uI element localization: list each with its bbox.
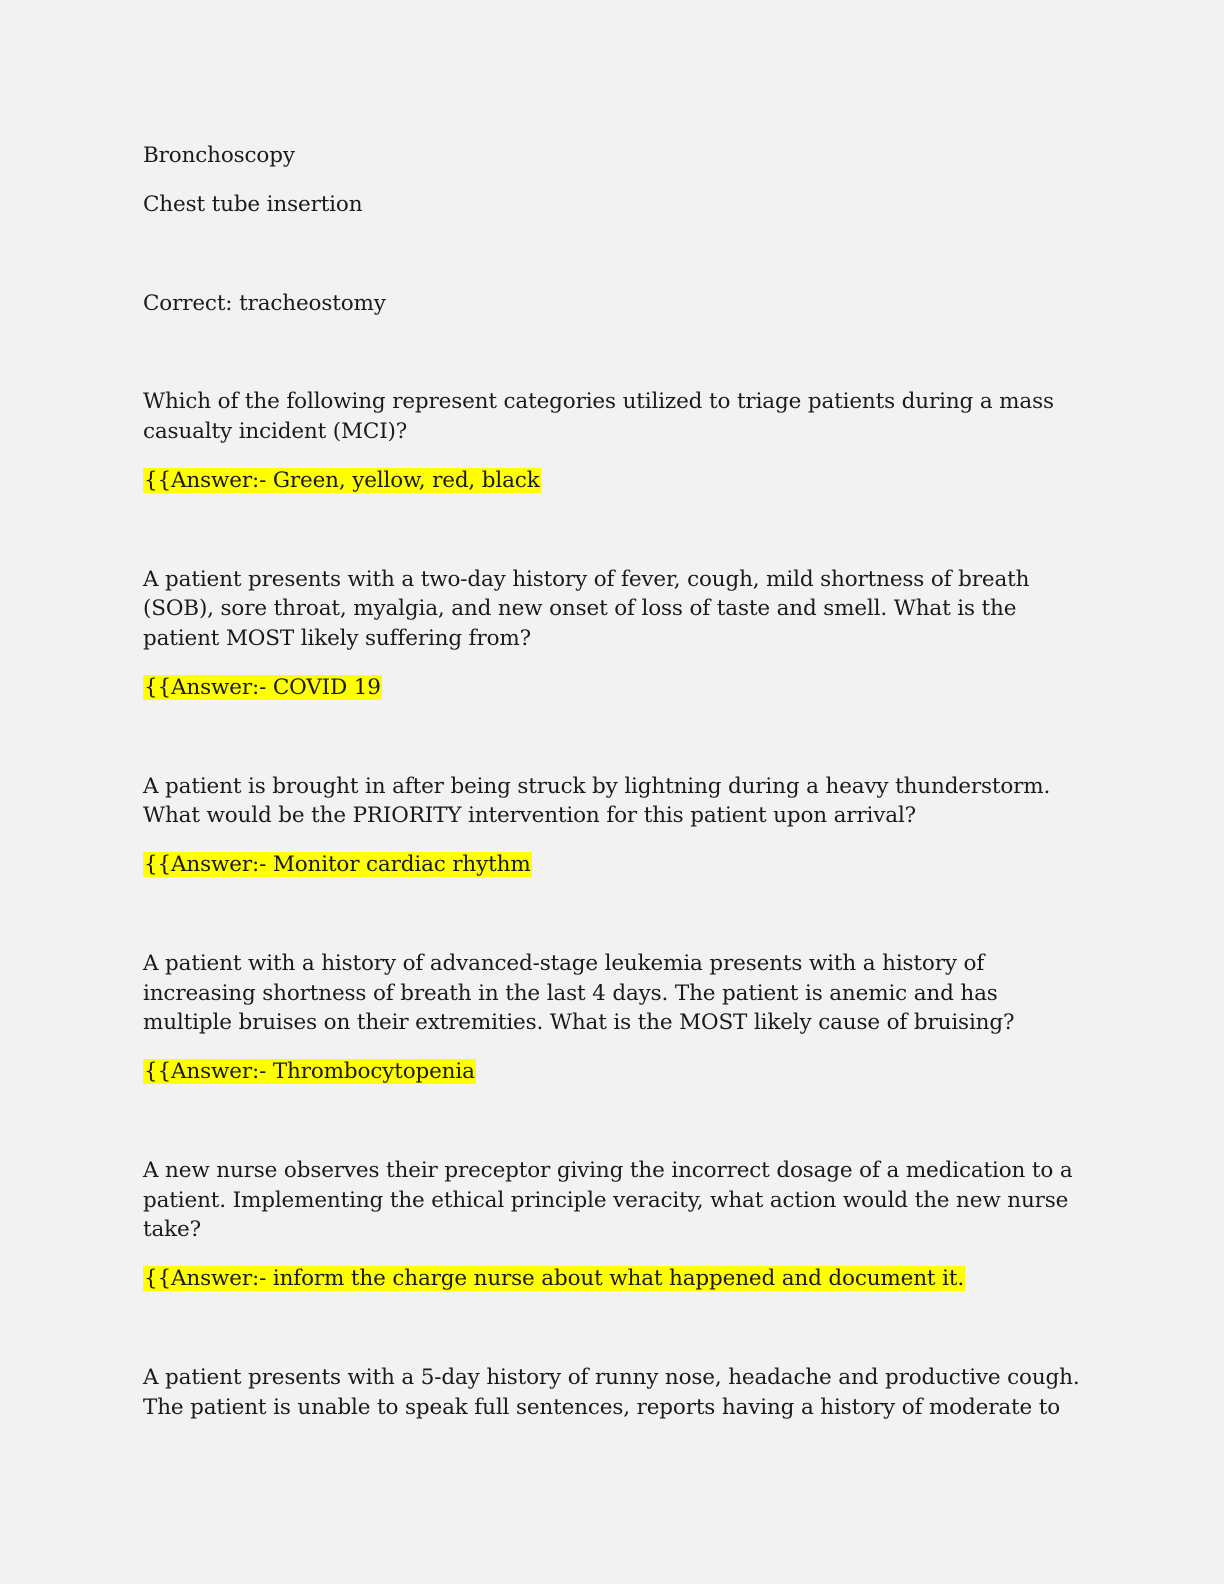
question-text: A new nurse observes their preceptor giving the incorrect dosage of a medication to a	[143, 1158, 1073, 1183]
question-text: (SOB), sore throat, myalgia, and new onset of loss of taste and smell. What is the	[143, 596, 1017, 621]
question-text: A patient presents with a two-day history of fever, cough, mild shortness of breath	[143, 567, 1030, 592]
correct-answer: Correct: tracheostomy	[143, 291, 386, 316]
answer-highlight	[143, 1264, 965, 1294]
answer-text: {{Answer:- COVID 19	[144, 675, 381, 700]
question-text: What would be the PRIORITY intervention for this patient upon arrival?	[143, 803, 917, 828]
question-text: A patient presents with a 5-day history of runny nose, headache and productive cough.	[143, 1365, 1080, 1390]
option-chest-tube-insertion: Chest tube insertion	[143, 192, 363, 217]
option-bronchoscopy: Bronchoscopy	[143, 143, 295, 168]
question-text: patient. Implementing the ethical principle veracity, what action would the new nurse	[143, 1188, 1069, 1213]
question-text: multiple bruises on their extremities. What is the MOST likely cause of bruising?	[143, 1010, 1015, 1035]
answer-highlight	[143, 1057, 476, 1087]
question-text: increasing shortness of breath in the last 4 days. The patient is anemic and has	[143, 981, 998, 1006]
question-text: A patient is brought in after being struck by lightning during a heavy thunderstorm.	[143, 774, 1051, 799]
answer-text: {{Answer:- inform the charge nurse about what happened and document it.	[144, 1266, 965, 1291]
question-text: patient MOST likely suffering from?	[143, 626, 532, 651]
answer-highlight	[143, 850, 532, 880]
answer-highlight	[143, 466, 541, 496]
question-text: take?	[143, 1217, 201, 1242]
answer-text: {{Answer:- Green, yellow, red, black	[144, 468, 540, 493]
question-text: casualty incident (MCI)?	[143, 419, 408, 444]
answer-text: {{Answer:- Thrombocytopenia	[144, 1059, 475, 1084]
answer-text: {{Answer:- Monitor cardiac rhythm	[144, 852, 531, 877]
question-text: A patient with a history of advanced-stage leukemia presents with a history of	[143, 951, 985, 976]
question-text: The patient is unable to speak full sentences, reports having a history of moderate to	[143, 1395, 1061, 1420]
answer-highlight	[143, 673, 382, 703]
question-text: Which of the following represent categories utilized to triage patients during a mass	[143, 389, 1054, 414]
